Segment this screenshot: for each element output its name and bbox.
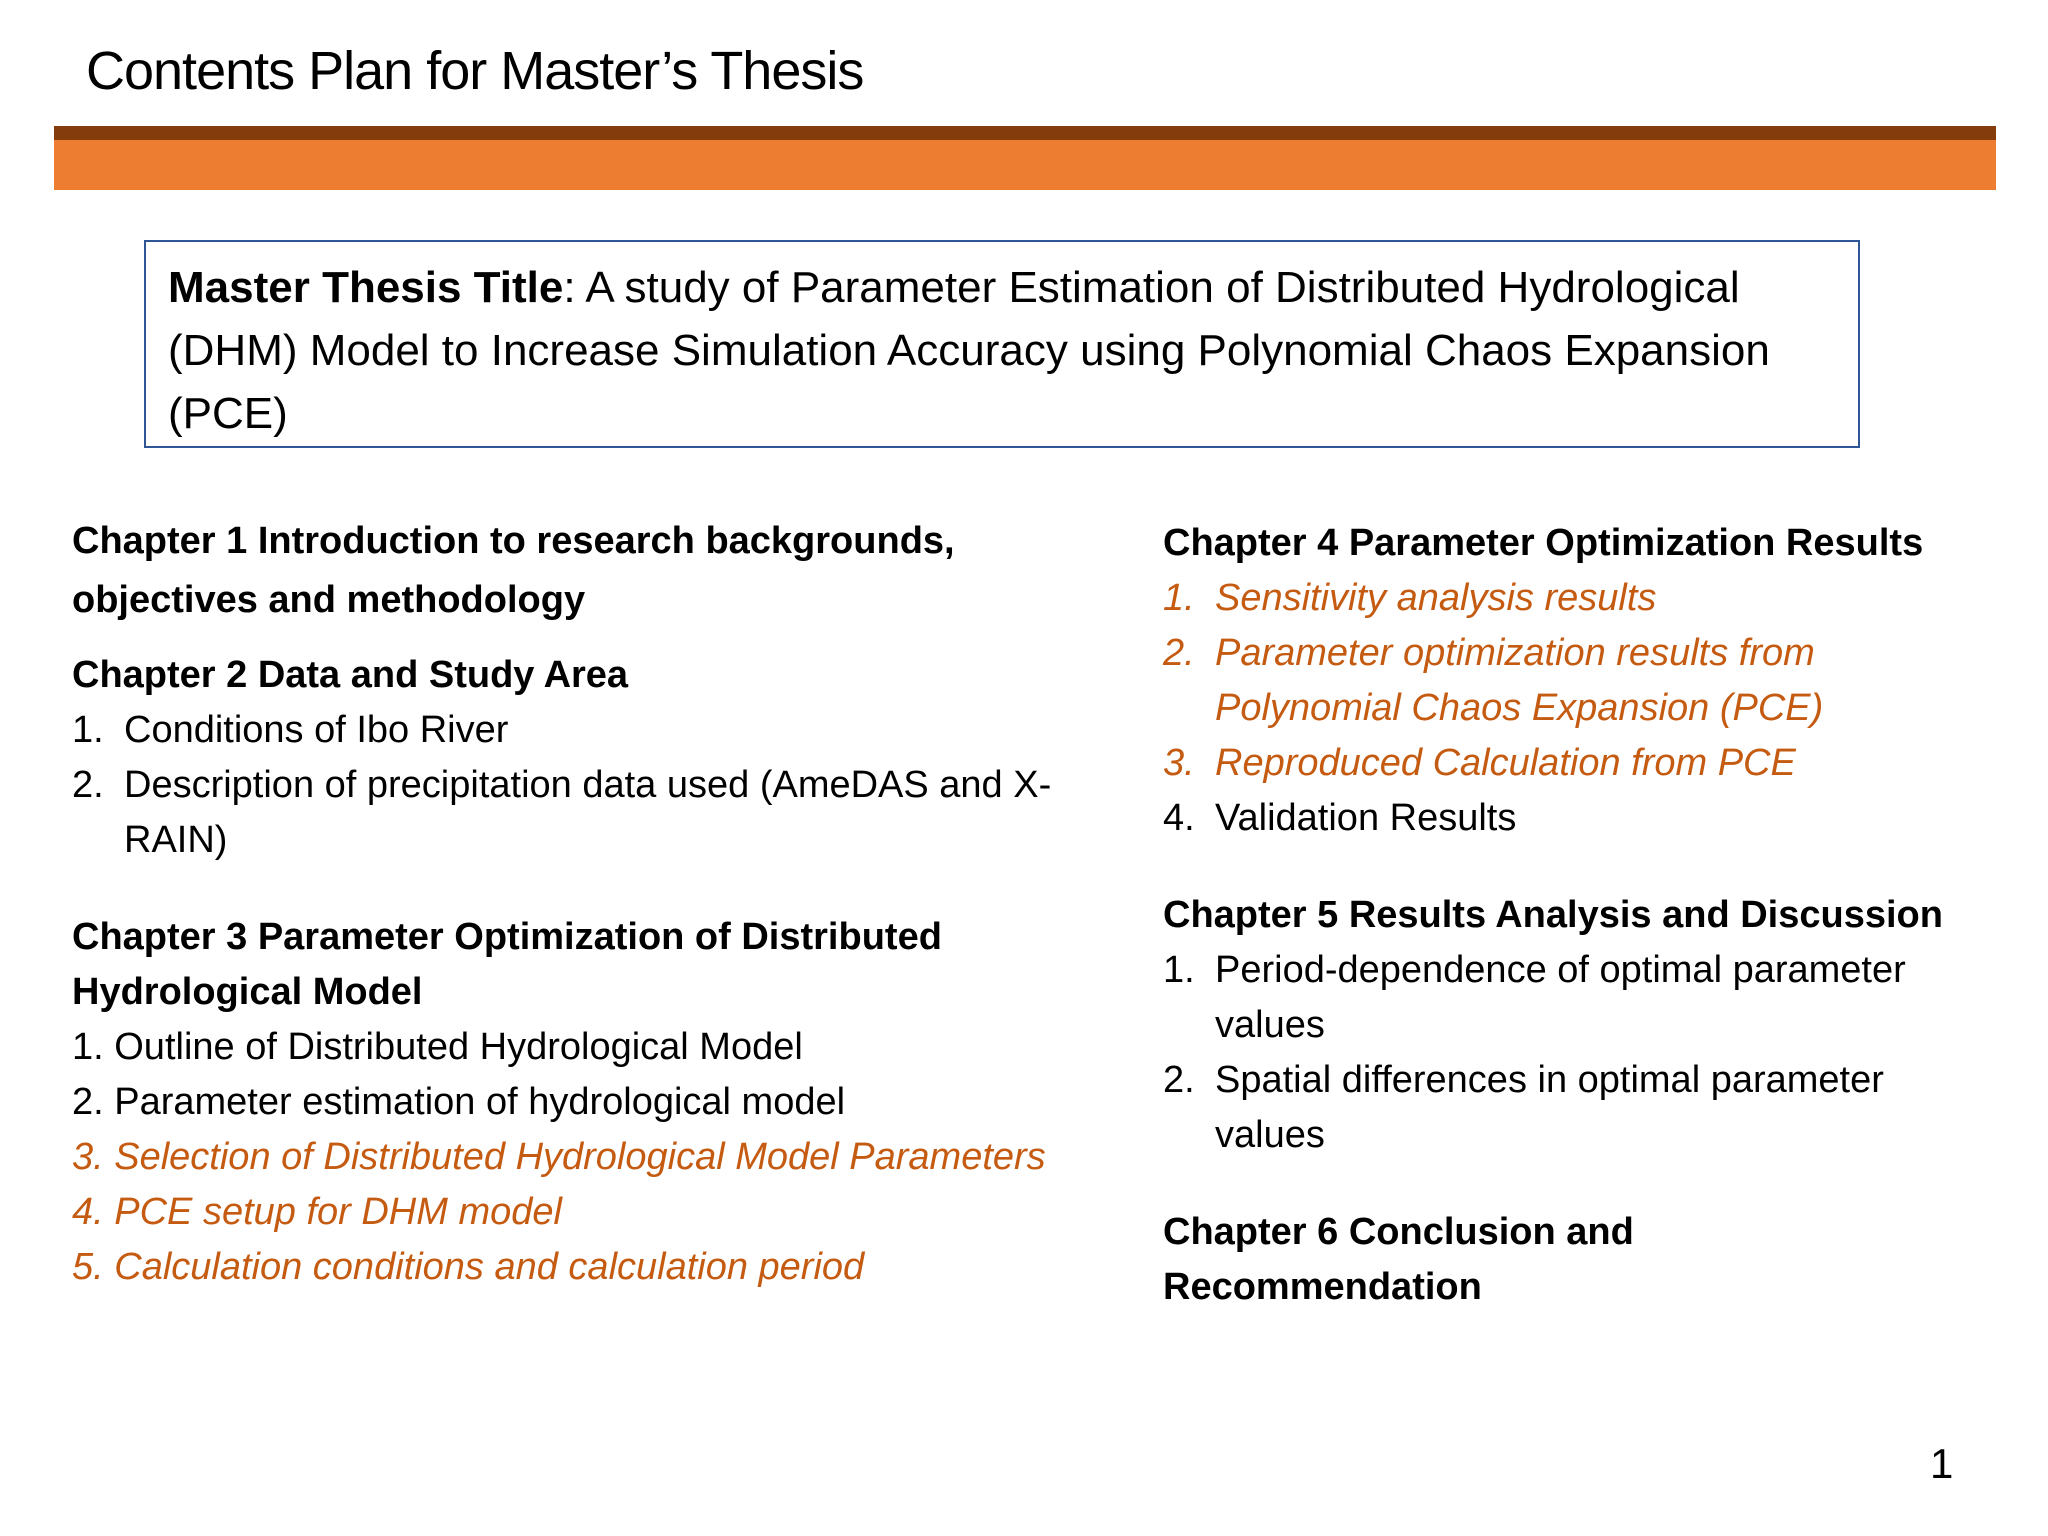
list-item-text: Parameter optimization results from Polynomial Chaos Expansion (PCE) bbox=[1215, 632, 1824, 729]
list-item: 2. Parameter estimation of hydrological model bbox=[72, 1081, 846, 1123]
thesis-title-label: Master Thesis Title bbox=[168, 263, 564, 312]
list-item-number: 4. bbox=[1163, 797, 1195, 839]
list-item bbox=[1163, 943, 2003, 1053]
chapter-3-list bbox=[72, 1020, 1132, 1295]
list-item-number: 1. bbox=[1163, 949, 1195, 991]
list-item-number: 1. bbox=[72, 709, 104, 751]
left-column bbox=[72, 512, 1132, 1295]
list-item-number: 2. bbox=[1163, 632, 1195, 674]
list-item-text: Reproduced Calculation from PCE bbox=[1215, 742, 1796, 784]
page-number: 1 bbox=[1930, 1440, 1954, 1487]
chapter-3-heading: Chapter 3 Parameter Optimization of Distributed Hydrological Model bbox=[72, 916, 942, 1013]
chapter-4-heading: Chapter 4 Parameter Optimization Results bbox=[1163, 522, 1924, 564]
list-item-text: Description of precipitation data used (AmeDAS and X-RAIN) bbox=[124, 764, 1052, 861]
header-divider-dark bbox=[54, 126, 1996, 140]
list-item-highlighted: 5. Calculation conditions and calculation period bbox=[72, 1246, 865, 1288]
list-item-number: 1. bbox=[1163, 577, 1195, 619]
chapter-2-heading: Chapter 2 Data and Study Area bbox=[72, 654, 629, 696]
list-item-number: 3. bbox=[1163, 742, 1195, 784]
thesis-title-text: : A study of Parameter Estimation of Distributed Hydrological (DHM) Model to Increase Simulation Accuracy using Polynomial Chaos Expansion (PCE) bbox=[168, 263, 1770, 438]
list-item bbox=[72, 758, 1132, 868]
chapter-1-heading: Chapter 1 Introduction to research backgrounds, objectives and methodology bbox=[72, 520, 955, 621]
list-item-text: Conditions of Ibo River bbox=[124, 709, 509, 751]
slide-title: Contents Plan for Master’s Thesis bbox=[86, 41, 864, 101]
list-item-number: 2. bbox=[72, 764, 104, 806]
list-item-number: 2. bbox=[1163, 1059, 1195, 1101]
list-item-text: Spatial differences in optimal parameter values bbox=[1215, 1059, 1884, 1156]
list-item-text: Sensitivity analysis results bbox=[1215, 577, 1657, 619]
chapter-5-heading: Chapter 5 Results Analysis and Discussion bbox=[1163, 894, 1943, 936]
list-item: 1. Outline of Distributed Hydrological Model bbox=[72, 1026, 803, 1068]
chapter-4-list bbox=[1163, 571, 2003, 846]
list-item-text: Validation Results bbox=[1215, 797, 1517, 839]
chapter-6-heading: Chapter 6 Conclusion and Recommendation bbox=[1163, 1211, 1634, 1308]
thesis-title-box bbox=[144, 240, 1860, 448]
list-item bbox=[72, 703, 1132, 758]
header-divider-orange bbox=[54, 140, 1996, 190]
list-item-text: Period-dependence of optimal parameter values bbox=[1215, 949, 1906, 1046]
chapter-5-list bbox=[1163, 943, 2003, 1163]
list-item bbox=[1163, 791, 2003, 846]
list-item-highlighted: 4. PCE setup for DHM model bbox=[72, 1191, 562, 1233]
list-item-highlighted bbox=[1163, 736, 2003, 791]
chapter-2-list bbox=[72, 703, 1132, 868]
list-item bbox=[1163, 1053, 2003, 1163]
list-item-highlighted: 3. Selection of Distributed Hydrological Model Parameters bbox=[72, 1136, 1046, 1178]
list-item-highlighted bbox=[1163, 571, 2003, 626]
list-item-highlighted bbox=[1163, 626, 2003, 736]
right-column bbox=[1163, 516, 2003, 1315]
